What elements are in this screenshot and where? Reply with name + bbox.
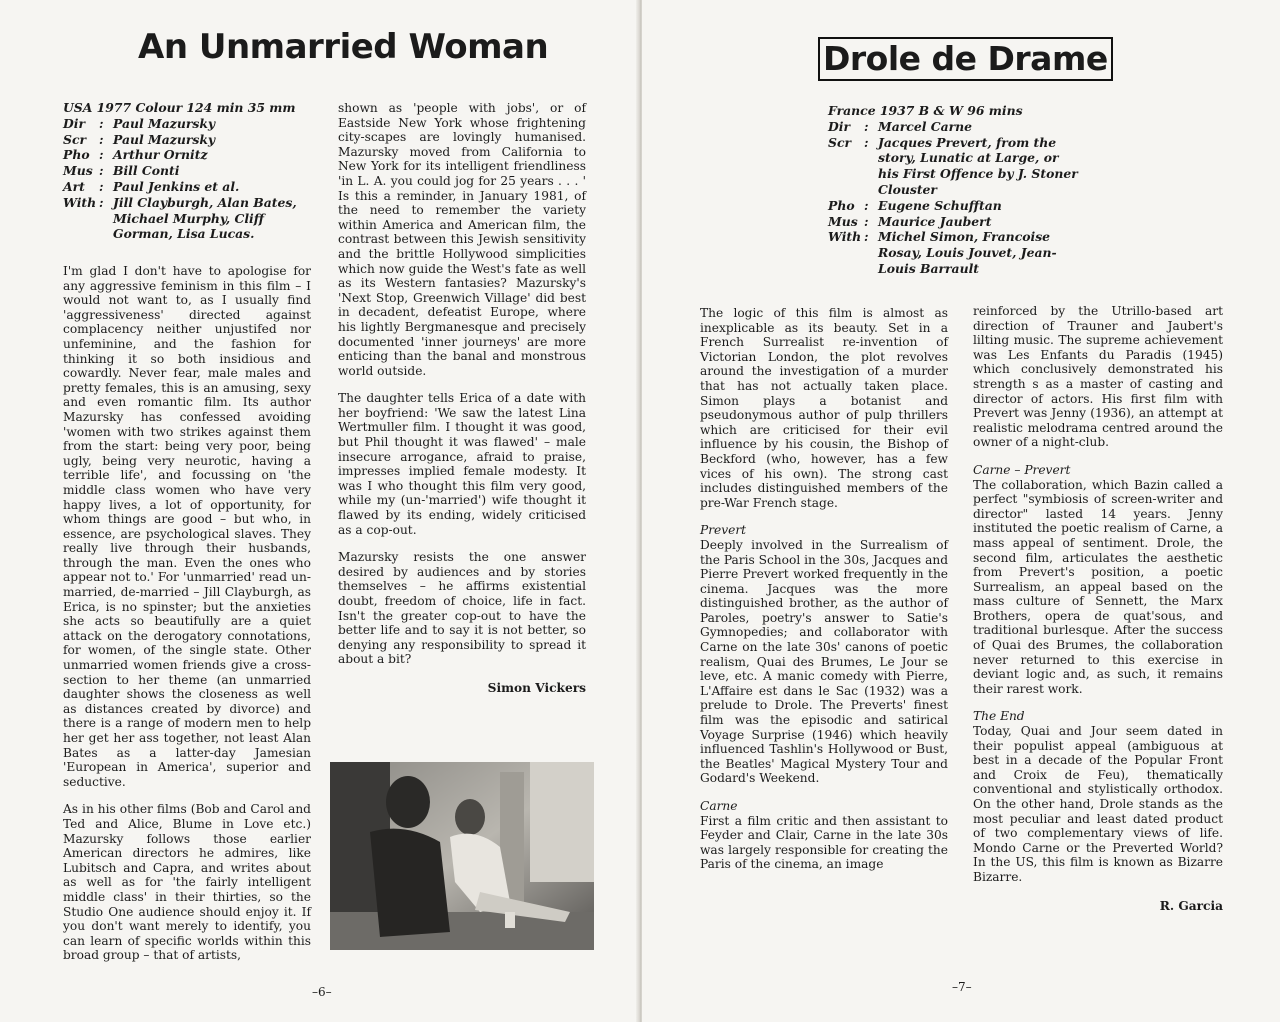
credit-role: Mus bbox=[63, 163, 93, 179]
body-paragraph: The collaboration, which Bazin called a perfect "symbiosis of screen-writer and director" lasted 14 years. Jenny instituted the poetic realism of Carne, a mass appeal of sentiment. Drole, the second film, articulates the aesthetic from Prevert's position, a poetic Surrealism, an appeal based on the mass culture of Sennett, the Marx Brothers, opera de quat'sous, and traditional burlesque. After the success of Quai des Brumes, the collaboration never returned to this exercise in deviant logic and, as such, it remains their rarest work. bbox=[973, 477, 1223, 696]
credit-row: Pho : Arthur Ornitz bbox=[63, 147, 313, 163]
body-paragraph: The logic of this film is almost as inexplicable as its beauty. Set in a French Surrealist re-invention of Victorian London, the plot revolves around the investigation of a murder that has not actually taken place. Simon plays a botanist and pseudonymous author of pulp thrillers which are criticised for their evil influence by his cousin, the Bishop of Beckford (who, however, has a few vices of his own). The strong cast includes distinguished members of the pre-War French stage. bbox=[700, 306, 948, 510]
article-column-1 bbox=[63, 264, 311, 976]
credits-block bbox=[63, 100, 313, 242]
credit-row: Pho : Eugene Schufftan bbox=[828, 198, 1078, 214]
credit-role: Pho bbox=[63, 147, 90, 163]
body-paragraph: I'm glad I don't have to apologise for any aggressive feminism in this film – I would not want to, as I usually find 'aggressiveness' directed against complacency neither unjustifed nor unfeminine, and the fashion for thinking it so both insidious and cowardly. Never fear, male males and pretty females, this is an amusing, sexy and even romantic film. Its author Mazursky has confessed avoiding 'women with two strikes against them from the start: being very poor, being ugly, being very neurotic, having a terrible life', and focussing on 'the middle class women who have very happy lives, a lot of opportunity, for whom things are good – but who, in essence, are psychological slaves. They really live through their husbands, through the man. Even the ones who appear not to.' For 'unmarried' read un-married, de-married – Jill Clayburgh, as Erica, is no spinster; but the anxieties she acts so beautifully are a quiet attack on the derogatory connotations, for women, of the single state. Other unmarried women friends give a cross-section to her theme (an unmarried daughter shows the closeness as well as distances created by divorce) and there is a range of modern men to help her get her ass together, not least Alan Bates as a latter-day Jamesian 'European in America', superior and seductive. bbox=[63, 264, 311, 789]
article-column-1 bbox=[700, 306, 948, 885]
credit-role: Mus bbox=[828, 213, 858, 229]
credit-value: Maurice Jaubert bbox=[878, 213, 992, 229]
credit-role: Art bbox=[63, 178, 85, 194]
credits-header: USA 1977 Colour 124 min 35 mm bbox=[63, 100, 296, 115]
body-paragraph: As in his other films (Bob and Carol and Ted and Alice, Blume in Love etc.) Mazursky follows those earlier American directors he admires, like Lubitsch and Capra, and writes about as well as for 'the fairly intelligent middle class' in their thirties, so the Studio One audience should enjoy it. If you don't want merely to identify, you can learn of specific worlds within this broad group – that of artists, bbox=[63, 802, 311, 963]
credit-value: Eugene Schufftan bbox=[878, 197, 1002, 213]
credits-header: France 1937 B & W 96 mins bbox=[828, 103, 1023, 118]
credits-block bbox=[828, 103, 1078, 277]
credit-value: Jacques Prevert, from the story, Lunatic at Large, or his First Offence by J. Stoner Clouster bbox=[878, 134, 1078, 197]
section-subheading: The End bbox=[973, 709, 1025, 724]
credit-value: Paul Mazursky bbox=[113, 131, 216, 147]
credit-row: Mus : Maurice Jaubert bbox=[828, 214, 1078, 230]
body-paragraph: First a film critic and then assistant to Feyder and Clair, Carne in the late 30s was largely responsible for creating the Paris of the cinema, an image bbox=[700, 813, 948, 872]
credit-value: Arthur Ornitz bbox=[113, 147, 208, 163]
author-signature: Simon Vickers bbox=[487, 680, 586, 695]
credit-role: Dir bbox=[828, 118, 850, 134]
credit-row: With : Michel Simon, Francoise Rosay, Louis Jouvet, Jean-Louis Barrault bbox=[828, 229, 1078, 276]
film-title: Drole de Drame bbox=[818, 37, 1113, 81]
article-column-2 bbox=[973, 304, 1223, 913]
credit-row: Dir : Paul Mazursky bbox=[63, 116, 313, 132]
author-signature: R. Garcia bbox=[1159, 898, 1223, 913]
credit-value: Jill Clayburgh, Alan Bates, Michael Murphy, Cliff Gorman, Lisa Lucas. bbox=[113, 194, 297, 242]
credit-value: Bill Conti bbox=[113, 163, 180, 179]
body-paragraph: Deeply involved in the Surrealism of the Paris School in the 30s, Jacques and Pierre Prevert worked frequently in the cinema. Jacques was the more distinguished brother, as the author of Paroles, poetry's answer to Satie's Gymnopedies; and collaborator with Carne on the late 30s' canons of poetic realism, Quai des Brumes, Le Jour se leve, etc. A manic comedy with Pierre, L'Affaire est dans le Sac (1932) was a prelude to Drole. The Preverts' finest film was the episodic and satirical Voyage Surprise (1946) which heavily influenced Tashlin's Hollywood or Bust, the Beatles' Magical Mystery Tour and Godard's Weekend. bbox=[700, 537, 948, 786]
body-paragraph: reinforced by the Utrillo-based art direction of Trauner and Jaubert's lilting music. The supreme achievement was Les Enfants du Paradis (1945) which conclusively demonstrated his strength s as a master of casting and director of actors. His first film with Prevert was Jenny (1936), an attempt at realistic melodrama centred around the owner of a night-club. bbox=[973, 304, 1223, 450]
credit-row: Mus : Bill Conti bbox=[63, 163, 313, 179]
section-subheading: Carne bbox=[700, 799, 738, 813]
credit-value: Paul Jenkins et al. bbox=[113, 178, 240, 194]
body-paragraph: shown as 'people with jobs', or of Eastside New York whose frightening city-scapes are lovingly humanised. Mazursky moved from California to New York for its intelligent friendliness 'in L. A. you could jog for 25 years . . . ' Is this a reminder, in January 1981, of the need to remember the variety within America and American film, the contrast between this Jewish sensitivity and the brittle Hollywood simplicities which now guide the West's fate as well as its Western fantasies? Mazursky's 'Next Stop, Greenwich Village' did best in decadent, defeatist Europe, where his lightly Bergmanesque and precisely documented 'inner journeys' are more enticing than the banal and monstrous world outside. bbox=[338, 101, 586, 378]
section-subheading: Prevert bbox=[700, 523, 747, 538]
credit-value: Marcel Carne bbox=[878, 118, 973, 134]
body-paragraph: The daughter tells Erica of a date with her boyfriend: 'We saw the latest Lina Wertmuller film. I thought it was good, but Phil thought it was flawed' – male insecure arrogance, afraid to praise, impresses implied female modesty. It was I who thought this film very good, while my (un-'married') wife thought it flawed by its ending, widely criticised as a cop-out. bbox=[338, 391, 586, 537]
credit-role: Scr bbox=[828, 134, 852, 150]
credit-row: With : Jill Clayburgh, Alan Bates, Michael Murphy, Cliff Gorman, Lisa Lucas. bbox=[63, 195, 313, 242]
credit-value: Michel Simon, Francoise Rosay, Louis Jouvet, Jean-Louis Barrault bbox=[878, 229, 1057, 276]
credit-role: Pho bbox=[828, 197, 855, 213]
film-title: An Unmarried Woman bbox=[138, 27, 549, 67]
body-paragraph: Today, Quai and Jour seem dated in their populist appeal (ambiguous at best in a decade of the Popular Front and Croix de Feu), thematically conventional and stylistically orthodox. On the other hand, Drole stands as the most peculiar and least dated product of two complementary views of life. Mondo Carne or the Preverted World? In the US, this film is known as Bizarre Bizarre. bbox=[973, 724, 1223, 884]
credit-row: Scr : Paul Mazursky bbox=[63, 132, 313, 148]
page-number: –7– bbox=[952, 980, 972, 994]
article-column-2 bbox=[338, 101, 586, 696]
credit-role: With bbox=[828, 229, 862, 245]
film-still-photo bbox=[330, 762, 594, 950]
credit-value: Paul Mazursky bbox=[113, 115, 216, 131]
credit-row: Art : Paul Jenkins et al. bbox=[63, 179, 313, 195]
credit-role: Scr bbox=[63, 131, 87, 147]
credit-role: Dir bbox=[63, 115, 85, 131]
page-left bbox=[0, 0, 638, 1022]
credit-row: Scr : Jacques Prevert, from the story, Lunatic at Large, or his First Offence by J. Stoner Clouster bbox=[828, 134, 1078, 197]
page-right bbox=[642, 0, 1280, 1022]
page-number: –6– bbox=[312, 985, 332, 999]
credit-role: With bbox=[63, 194, 97, 210]
body-paragraph: Mazursky resists the one answer desired by audiences and by stories themselves – he affirms existential doubt, freedom of choice, life in fact. Isn't the greater cop-out to have the better life and to say it is not better, so denying any responsibility to spread it about a bit? bbox=[338, 550, 586, 667]
credit-row: Dir : Marcel Carne bbox=[828, 119, 1078, 135]
section-subheading: Carne – Prevert bbox=[973, 462, 1071, 477]
